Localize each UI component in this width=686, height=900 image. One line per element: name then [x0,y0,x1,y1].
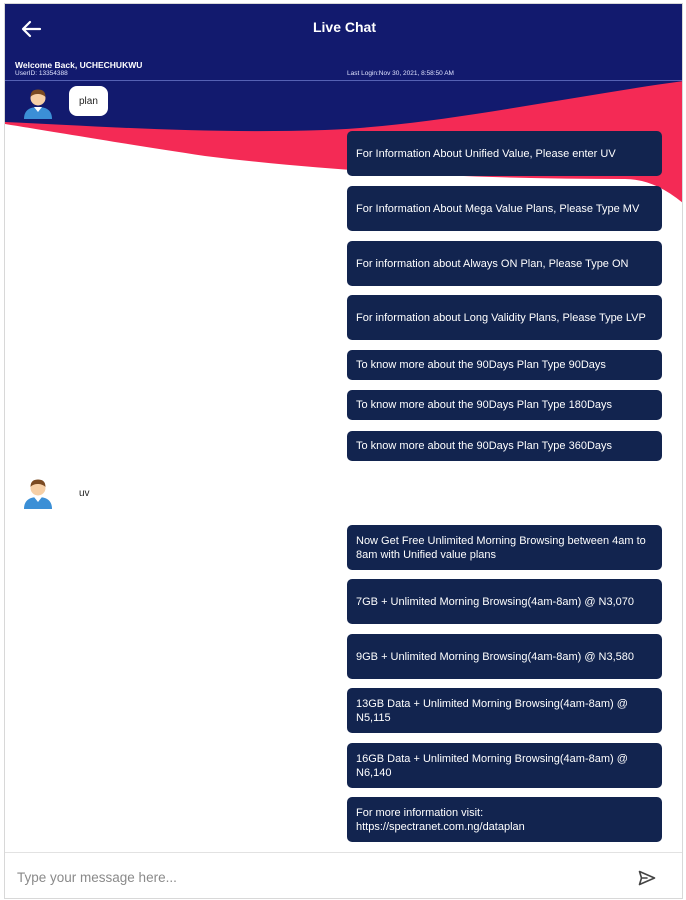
live-chat-screen [4,3,683,899]
bot-message: 16GB Data + Unlimited Morning Browsing(4am-8am) @ N6,140 [347,743,662,788]
bot-message: 7GB + Unlimited Morning Browsing(4am-8am) @ N3,070 [347,579,662,624]
user-id: UserID: 13354388 [15,70,68,77]
last-login: Last Login:Nov 30, 2021, 8:58:50 AM [347,70,454,77]
bot-message: 9GB + Unlimited Morning Browsing(4am-8am) @ N3,580 [347,634,662,679]
top-bar [5,4,683,54]
welcome-text: Welcome Back, UCHECHUKWU [15,60,143,70]
user-message: plan [69,86,108,116]
bot-message: To know more about the 90Days Plan Type 360Days [347,431,662,461]
bot-message: To know more about the 90Days Plan Type 90Days [347,350,662,380]
bot-message: To know more about the 90Days Plan Type 180Days [347,390,662,420]
page-title: Live Chat [312,19,376,35]
message-composer [5,852,683,899]
user-message: uv [79,488,90,499]
bot-message: 13GB Data + Unlimited Morning Browsing(4am-8am) @ N5,115 [347,688,662,733]
header-divider [5,80,682,81]
bot-message: Now Get Free Unlimited Morning Browsing between 4am to 8am with Unified value plans [347,525,662,570]
bot-message: For more information visit: https://spectranet.com.ng/dataplan [347,797,662,842]
bot-message: For information about Long Validity Plans, Please Type LVP [347,295,662,340]
bot-message: For Information About Unified Value, Please enter UV [347,131,662,176]
bot-message: For Information About Mega Value Plans, Please Type MV [347,186,662,231]
user-avatar-icon [21,86,55,120]
user-avatar-icon [21,476,55,510]
message-input[interactable] [17,861,617,893]
bot-message: For information about Always ON Plan, Please Type ON [347,241,662,286]
send-icon[interactable] [637,868,657,888]
